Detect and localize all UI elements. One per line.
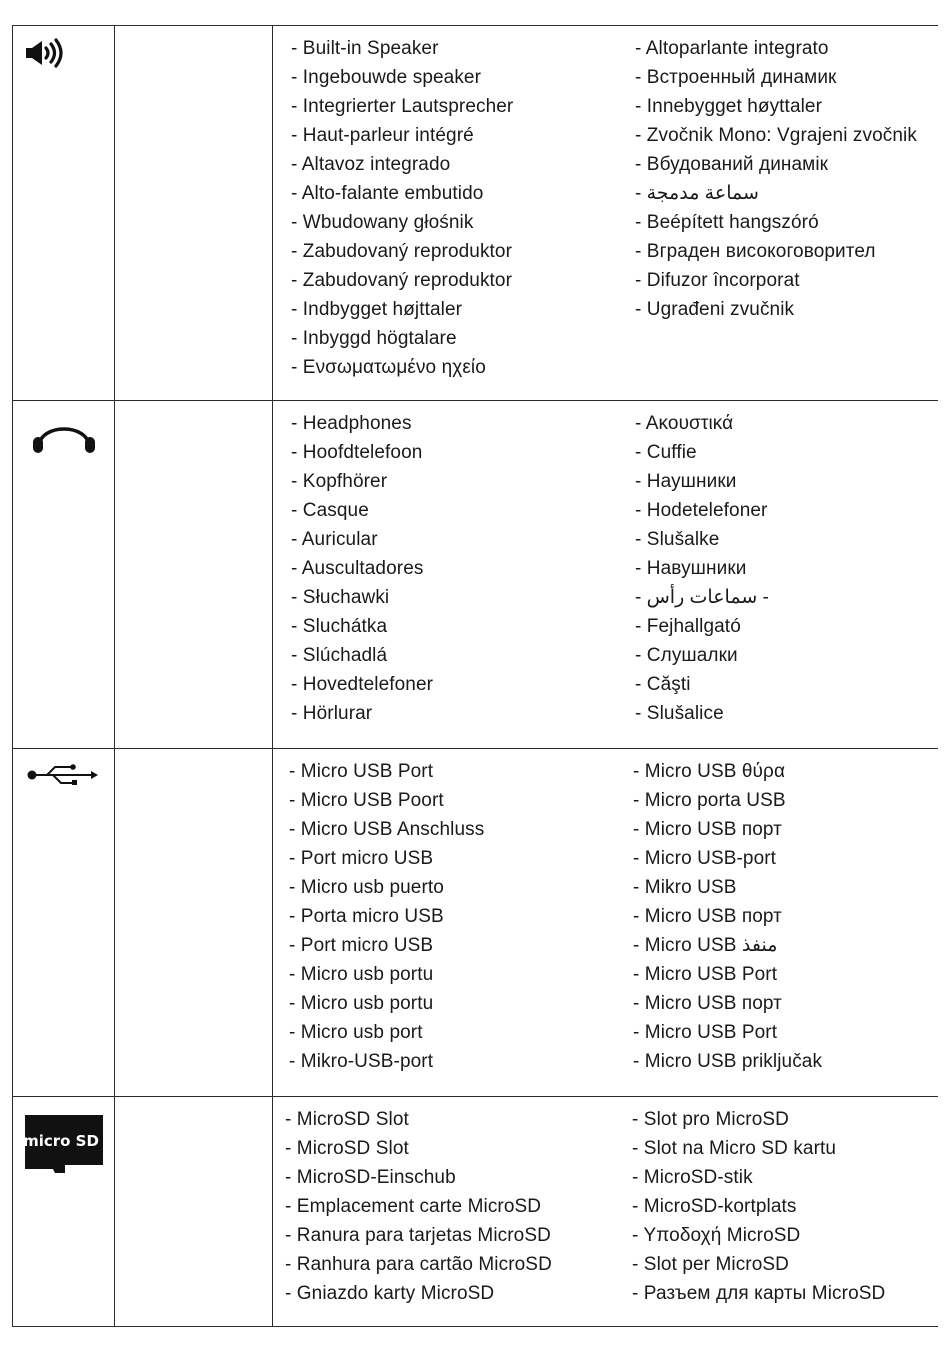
list-item: - Micro usb puerto — [289, 877, 444, 898]
list-item: - Mikro USB — [633, 877, 737, 898]
list-item: - Навушники — [635, 558, 747, 579]
list-item: - MicroSD Slot — [285, 1109, 409, 1130]
list-item: - Ingebouwde speaker — [291, 67, 482, 88]
translations-left — [285, 1105, 552, 1308]
list-item: - Micro usb portu — [289, 993, 434, 1014]
list-item: - Вбудований динамік — [635, 154, 829, 175]
blank-cell — [115, 401, 273, 748]
list-item: - Mikro-USB-port — [289, 1051, 434, 1072]
list-item: - Micro USB Port — [633, 1022, 778, 1043]
icon-cell — [13, 749, 115, 1096]
list-item: - Kopfhörer — [291, 471, 388, 492]
translations-right — [635, 34, 917, 324]
list-item: - Słuchawki — [291, 587, 390, 608]
list-item: - Port micro USB — [289, 935, 434, 956]
list-item: - Headphones — [291, 413, 412, 434]
list-item: - Casque — [291, 500, 369, 521]
list-item: - Slušalke — [635, 529, 720, 550]
list-item: - Altoparlante integrato — [635, 38, 829, 59]
list-item: - Alto-falante embutido — [291, 183, 484, 204]
speaker-icon — [25, 38, 71, 73]
list-item: - Cuffie — [635, 442, 697, 463]
icon-cell — [13, 26, 115, 400]
list-item: - Fejhallgató — [635, 616, 741, 637]
list-item: - Zvočnik Mono: Vgrajeni zvočnik — [635, 125, 917, 146]
list-item: - MicroSD-Einschub — [285, 1167, 456, 1188]
microsd-icon — [25, 1115, 103, 1178]
list-item: - Hodetelefoner — [635, 500, 768, 521]
list-item: - Micro USB порт — [633, 993, 782, 1014]
translations-left — [291, 409, 433, 728]
list-item: - Haut-parleur intégré — [291, 125, 474, 146]
list-item: - Micro USB Poort — [289, 790, 444, 811]
list-item: - Zabudovaný reproduktor — [291, 270, 513, 291]
list-item: - Micro USB порт — [633, 906, 782, 927]
list-item: - Micro porta USB — [633, 790, 786, 811]
icon-cell — [13, 401, 115, 748]
table-row-speaker — [13, 26, 938, 401]
list-item: - Micro USB Port — [289, 761, 434, 782]
list-item: - Difuzor încorporat — [635, 270, 800, 291]
blank-cell — [115, 26, 273, 400]
list-item: - MicroSD Slot — [285, 1138, 409, 1159]
list-item: - Micro USB Anschluss — [289, 819, 485, 840]
list-item: - سماعة مدمجة — [635, 183, 759, 204]
table-row-microsd — [13, 1097, 938, 1326]
list-item: - Slot pro MicroSD — [632, 1109, 790, 1130]
list-item: - Slušalice — [635, 703, 724, 724]
list-item: - Slot na Micro SD kartu — [632, 1138, 837, 1159]
blank-cell — [115, 749, 273, 1096]
list-item: - Hörlurar — [291, 703, 373, 724]
list-item: - Ενσωματωμένο ηχείο — [291, 357, 486, 378]
list-item: - Micro usb portu — [289, 964, 434, 985]
list-item: - Hovedtelefoner — [291, 674, 434, 695]
list-item: - Ugrađeni zvučnik — [635, 299, 795, 320]
list-item: - Ranura para tarjetas MicroSD — [285, 1225, 551, 1246]
list-item: - Hoofdtelefoon — [291, 442, 423, 463]
list-item: - Emplacement carte MicroSD — [285, 1196, 542, 1217]
headphones-icon — [31, 415, 97, 460]
list-item: - Micro USB priključak — [633, 1051, 823, 1072]
list-item: - سماعات رأس - — [635, 587, 769, 608]
list-item: - Slúchadlá — [291, 645, 388, 666]
translations-right — [633, 757, 822, 1076]
translations-right — [632, 1105, 885, 1308]
list-item: - Micro USB منفذ — [633, 935, 778, 956]
list-item: - Beépített hangszóró — [635, 212, 819, 233]
list-item: - Υποδοχή MicroSD — [632, 1225, 801, 1246]
list-item: - Port micro USB — [289, 848, 434, 869]
list-item: - Built-in Speaker — [291, 38, 439, 59]
list-item: - Слушалки — [635, 645, 738, 666]
list-item: - MicroSD-stik — [632, 1167, 753, 1188]
list-item: - Căşti — [635, 674, 691, 695]
list-item: - MicroSD-kortplats — [632, 1196, 797, 1217]
table-row-usb — [13, 749, 938, 1097]
list-item: - Вграден високоговорител — [635, 241, 876, 262]
list-item: - Wbudowany głośnik — [291, 212, 474, 233]
list-item: - Micro usb port — [289, 1022, 423, 1043]
list-item: - Micro USB θύρα — [633, 761, 786, 782]
list-item: - Porta micro USB — [289, 906, 444, 927]
microsd-logo-text: micro SD — [25, 1132, 99, 1150]
translations-left — [289, 757, 484, 1076]
list-item: - Micro USB Port — [633, 964, 778, 985]
list-item: - Разъем для карты MicroSD — [632, 1283, 886, 1304]
list-item: - Altavoz integrado — [291, 154, 451, 175]
usb-icon — [27, 763, 99, 792]
list-item: - Наушники — [635, 471, 737, 492]
list-item: - Ακουστικά — [635, 413, 734, 434]
list-item: - Indbygget højttaler — [291, 299, 463, 320]
list-item: - Встроенный динамик — [635, 67, 837, 88]
list-item: - Auscultadores — [291, 558, 424, 579]
list-item: - Innebygget høyttaler — [635, 96, 823, 117]
list-item: - Ranhura para cartão MicroSD — [285, 1254, 552, 1275]
list-item: - Zabudovaný reproduktor — [291, 241, 513, 262]
list-item: - Gniazdo karty MicroSD — [285, 1283, 495, 1304]
translations-right — [635, 409, 769, 728]
list-item: - Auricular — [291, 529, 378, 550]
list-item: - Inbyggd högtalare — [291, 328, 457, 349]
table-row-headphones — [13, 401, 938, 749]
list-item: - Micro USB порт — [633, 819, 782, 840]
list-item: - Integrierter Lautsprecher — [291, 96, 514, 117]
feature-table — [12, 25, 938, 1327]
blank-cell — [115, 1097, 273, 1326]
icon-cell — [13, 1097, 115, 1326]
translations-left — [291, 34, 513, 382]
list-item: - Micro USB-port — [633, 848, 777, 869]
list-item: - Slot per MicroSD — [632, 1254, 790, 1275]
list-item: - Sluchátka — [291, 616, 388, 637]
